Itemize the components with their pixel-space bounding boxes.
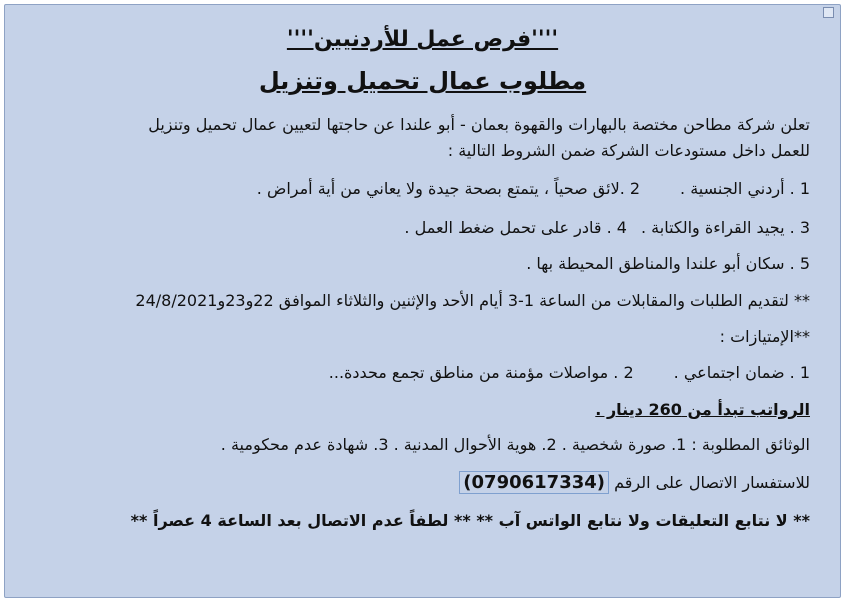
documents-line: الوثائق المطلوبة : 1. صورة شخصية . 2. هوية الأحوال المدنية . 3. شهادة عدم محكومية .: [220, 435, 810, 454]
conditions-row-2: [5, 218, 810, 237]
schedule-line: ** لتقديم الطلبات والمقابلات من الساعة 1-3 أيام الأحد والإثنين والثلاثاء الموافق 22و23و24/8/2021: [135, 291, 810, 310]
benefit-1: 1 . ضمان اجتماعي .: [673, 363, 810, 382]
benefit-2: 2 . مواصلات مؤمنة من مناطق تجمع محددة...: [328, 363, 634, 382]
intro-line-2: للعمل داخل مستودعات الشركة ضمن الشروط التالية :: [447, 141, 810, 160]
benefits-row: [5, 363, 810, 382]
condition-1: 1 . أردني الجنسية .: [680, 179, 810, 198]
contact-line: [5, 471, 810, 494]
condition-5: 5 . سكان أبو علندا والمناطق المحيطة بها .: [526, 254, 810, 273]
benefits-heading: **الإمتيازات :: [719, 327, 810, 346]
job-ad-card: [4, 4, 841, 598]
intro-line-1: تعلن شركة مطاحن مختصة بالبهارات والقهوة بعمان - أبو علندا عن حاجتها لتعيين عمال تحميل وتنزيل: [148, 115, 810, 134]
resize-handle-icon[interactable]: [823, 7, 834, 18]
ad-title: ''''فرص عمل للأردنيين'''': [286, 27, 559, 52]
salary-line: الرواتب تبدأ من 260 دينار .: [595, 400, 810, 419]
footer-note: ** لا نتابع التعليقات ولا نتابع الواتس آب ** ** لطفاً عدم الاتصال بعد الساعة 4 عصراً **: [130, 511, 810, 530]
phone-number[interactable]: (0790617334): [459, 471, 609, 494]
conditions-row-1: [5, 179, 810, 198]
condition-3: 3 . يجيد القراءة والكتابة .: [640, 218, 810, 237]
condition-4: 4 . قادر على تحمل ضغط العمل .: [404, 218, 627, 237]
ad-subtitle: مطلوب عمال تحميل وتنزيل: [258, 67, 587, 95]
condition-2: 2 .لائق صحياً ، يتمتع بصحة جيدة ولا يعاني من أية أمراض .: [256, 179, 641, 198]
contact-label: للاستفسار الاتصال على الرقم: [614, 473, 810, 492]
